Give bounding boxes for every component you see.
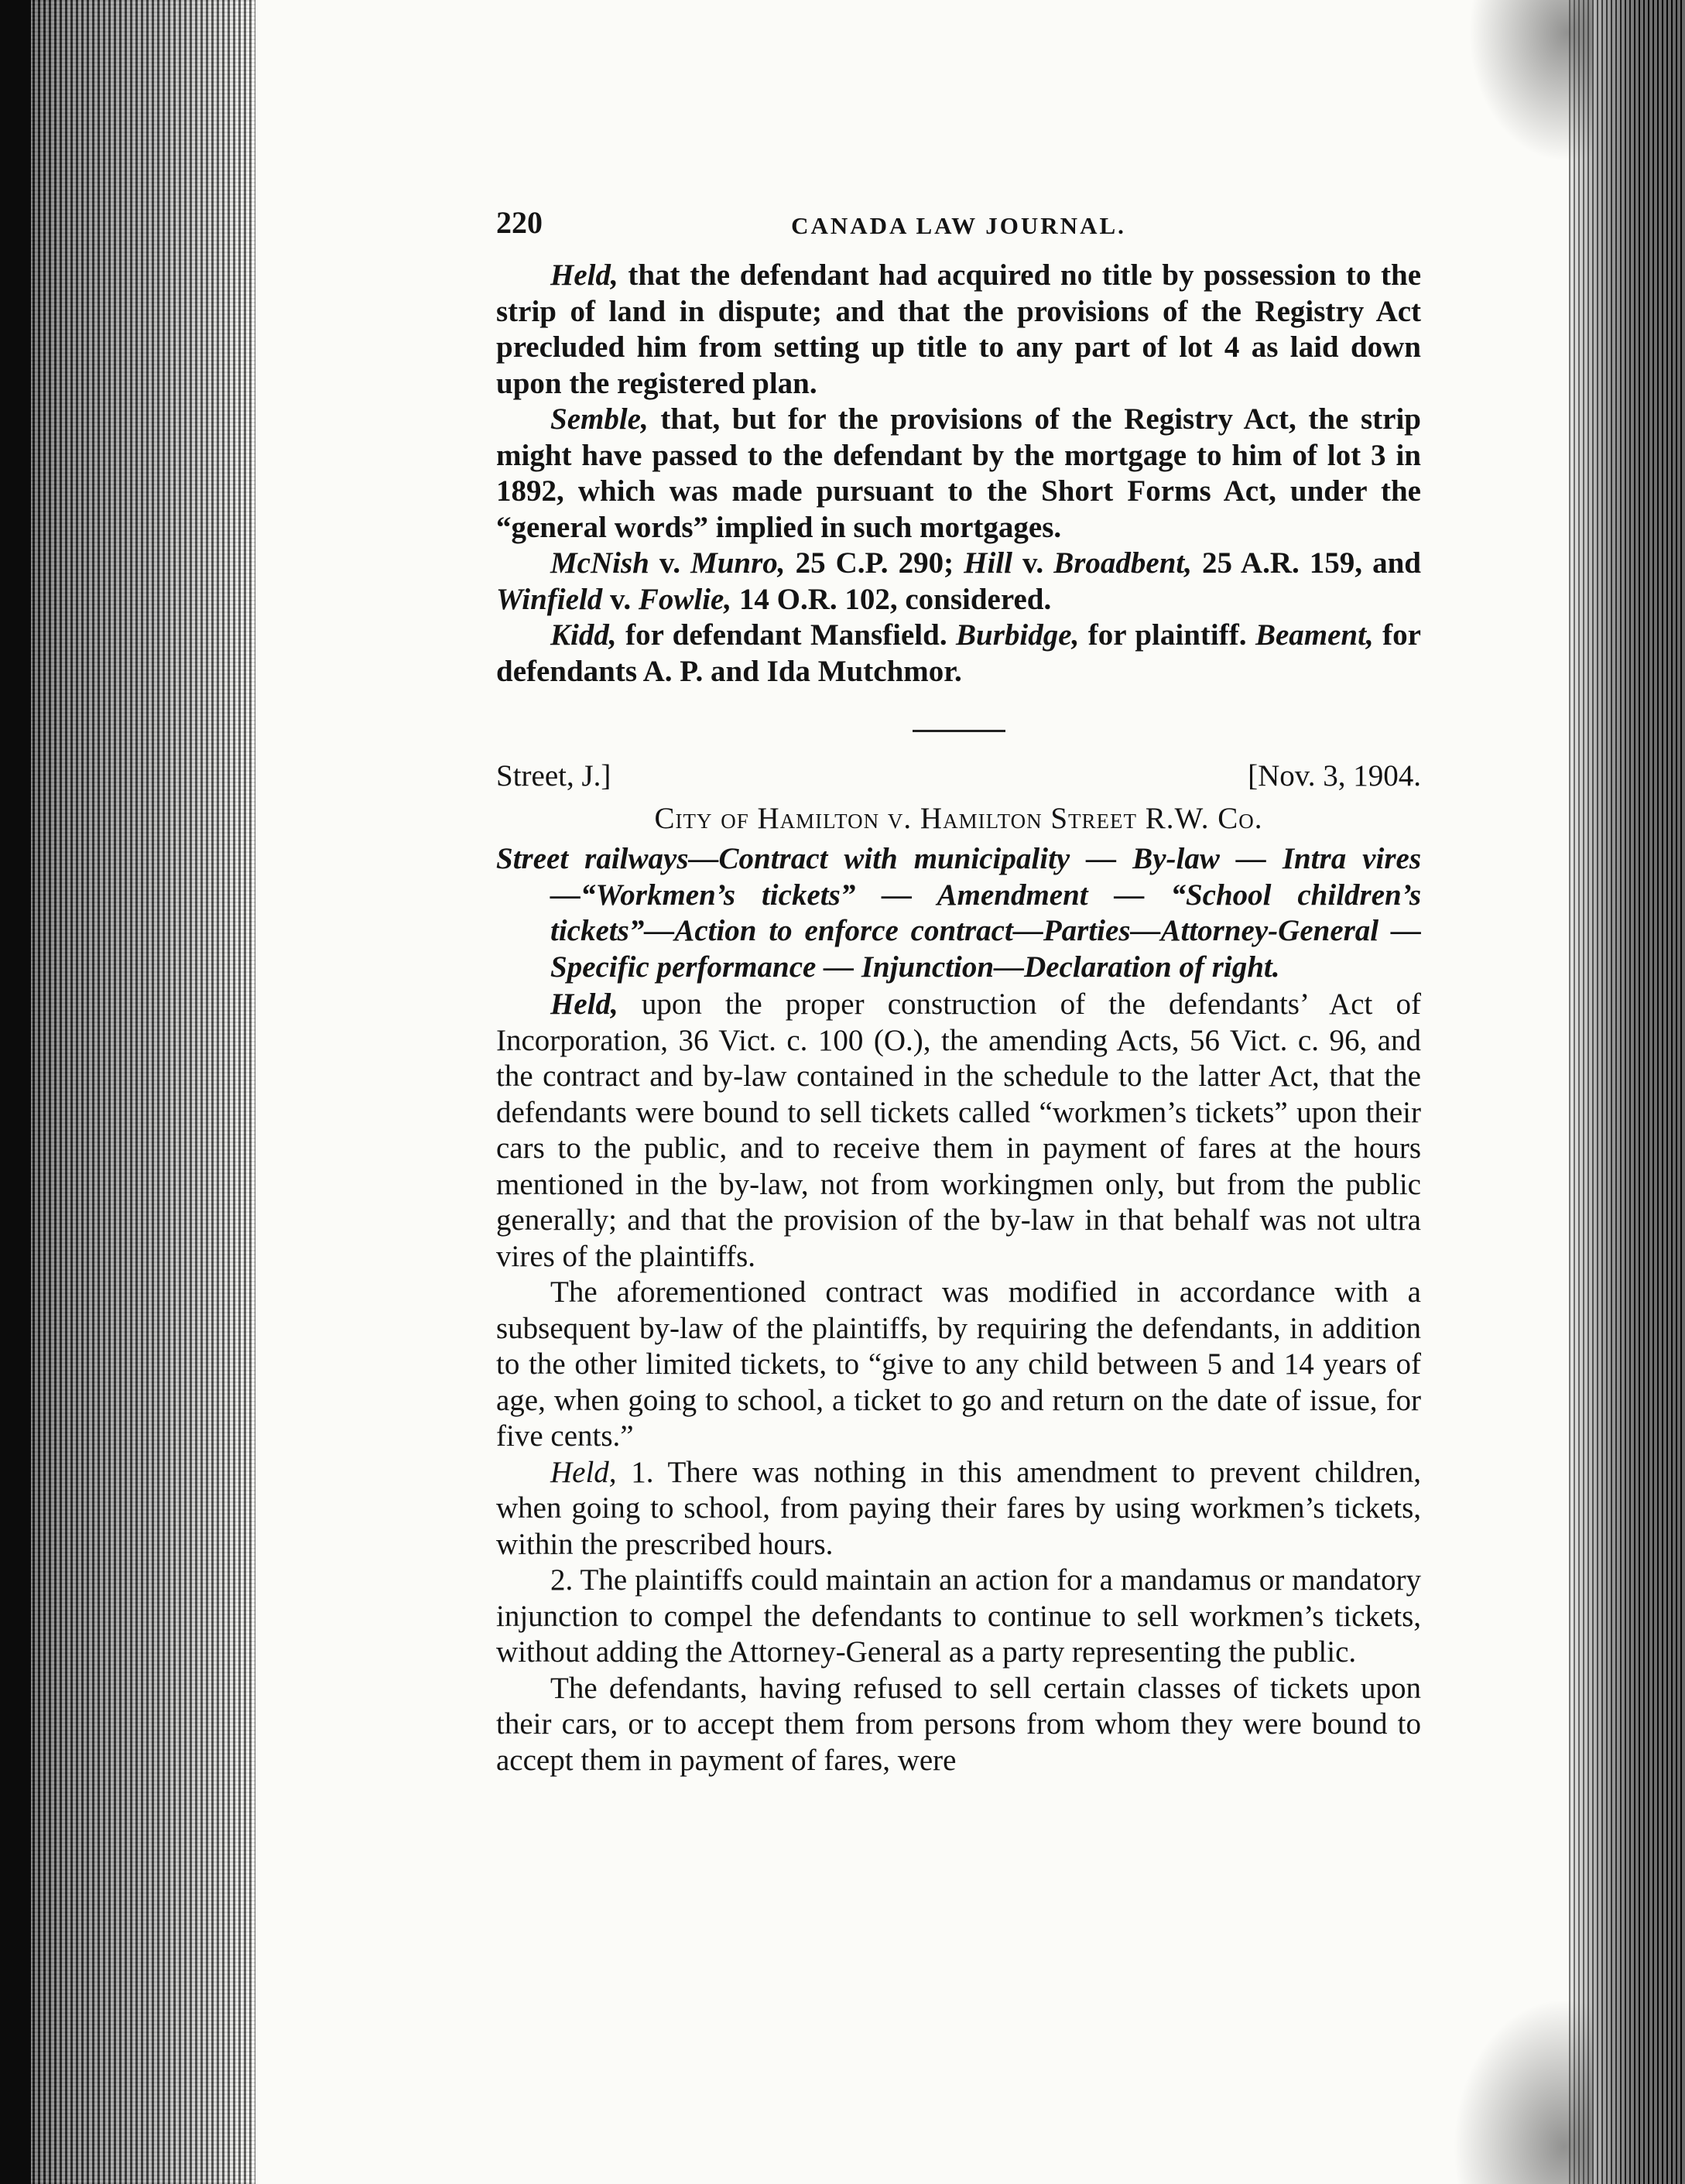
lead-word: Held, [550, 988, 618, 1021]
page-header [496, 205, 1421, 252]
case-title: City of Hamilton v. Hamilton Street R.W. Co. [654, 801, 1263, 835]
case-name: Hill [964, 546, 1012, 580]
paragraph-held-2: 2. The plaintiffs could maintain an action for a mandamus or mandatory injunction to compel the defendants to continue to sell workmen’s tickets, without adding the Attorney-General as a party representing the public. [496, 1563, 1421, 1669]
paragraph-text: 1. There was nothing in this amendment to prevent children, when going to school, from paying their fares by using workmen’s tickets, within the prescribed hours. [496, 1455, 1421, 1561]
citation-text: v. [649, 546, 691, 580]
scan-smudge-bottom [1453, 1998, 1592, 2184]
page-number: 220 [496, 205, 543, 240]
citation-text: 25 C.P. 290; [785, 546, 964, 580]
page-edge-shadow [1569, 0, 1685, 2184]
paragraph-text: upon the proper construction of the defendants’ Act of Incorporation, 36 Vict. c. 100 (O.), the amending Acts, 56 Vict. c. 96, and the contract and by-law contained in the schedule to the latter Act, that the defendants were bound to sell tickets called “workmen’s tickets” upon their cars to the public, and to receive them in payment of fares at the hours mentioned in the by-law, not from workingmen only, but from the public generally; and that the provision of the by-law in that behalf was not ultra vires of the plaintiffs. [496, 988, 1421, 1273]
counsel-name: Beament, [1255, 618, 1374, 652]
decision-date: [Nov. 3, 1904. [1248, 759, 1421, 792]
lead-word: Held, [550, 258, 618, 292]
lead-word: Semble, [550, 402, 649, 436]
lead-word: Held, [550, 1455, 617, 1489]
paragraph-text: that, but for the provisions of the Registry Act, the strip might have passed to the defendant by the mortgage to him of lot 3 in 1892, which was made pursuant to the Short Forms Act, under the “general words” implied in such mortgages. [496, 402, 1421, 544]
case-name: Fowlie, [638, 582, 732, 616]
paragraph-held [496, 987, 1421, 1275]
judge-name: Street, J.] [496, 759, 611, 792]
counsel-text: for defendants A. P. and Ida Mutchmor. [496, 618, 1421, 688]
running-head: CANADA LAW JOURNAL. [791, 212, 1126, 239]
paragraph-contract: The aforementioned contract was modified in accordance with a subsequent by-law of the plaintiffs, by requiring the defendants, in addition to the other limited tickets, to “give to any child between 5 and 14 years of age, when going to school, a ticket to go and return on the date of issue, for five cents.” [496, 1275, 1421, 1453]
counsel-name: Burbidge, [956, 618, 1080, 652]
paragraph-held [496, 258, 1421, 402]
counsel-name: Kidd, [550, 618, 617, 652]
counsel-text: for plaintiff. [1079, 618, 1255, 652]
paragraph-semble [496, 402, 1421, 546]
section-divider [913, 730, 1005, 732]
book-spine-shadow [0, 0, 255, 2184]
case-name: Broadbent, [1053, 546, 1192, 580]
dateline [496, 758, 1421, 795]
scan-smudge-top [1468, 0, 1592, 163]
citation-text: 25 A.R. 159, and [1191, 546, 1421, 580]
counsel-text: for defendant Mansfield. [616, 618, 957, 652]
citation-text: 14 O.R. 102, considered. [731, 582, 1052, 616]
citation-text: v. [602, 582, 639, 616]
journal-page [496, 205, 1421, 1778]
case-name: McNish [550, 546, 649, 580]
citation-text: v. [1012, 546, 1054, 580]
paragraph-text: that the defendant had acquired no title by possession to the strip of land in dispute; and that the provisions of the Registry Act precluded him from setting up title to any part of lot 4 as laid down upon the registered plan. [496, 258, 1421, 400]
headnote: Street railways—Contract with municipality — By-law — Intra vires—“Workmen’s tickets” — Amendment — “School children’s tickets”—Action to enforce contract—Parties—Attorney-General — Specific performance — Injunction—Declaration of right. [496, 842, 1421, 984]
paragraph-refusal: The defendants, having refused to sell certain classes of tickets upon their cars, or to accept them from persons from whom they were bound to accept them in payment of fares, were [496, 1671, 1421, 1777]
case-name: Munro, [690, 546, 786, 580]
paragraph-held-1 [496, 1455, 1421, 1563]
case-name: Winfield [496, 582, 603, 616]
paragraph-counsel [496, 618, 1421, 690]
scan-border-left [0, 0, 31, 2184]
paragraph-citations [496, 546, 1421, 618]
